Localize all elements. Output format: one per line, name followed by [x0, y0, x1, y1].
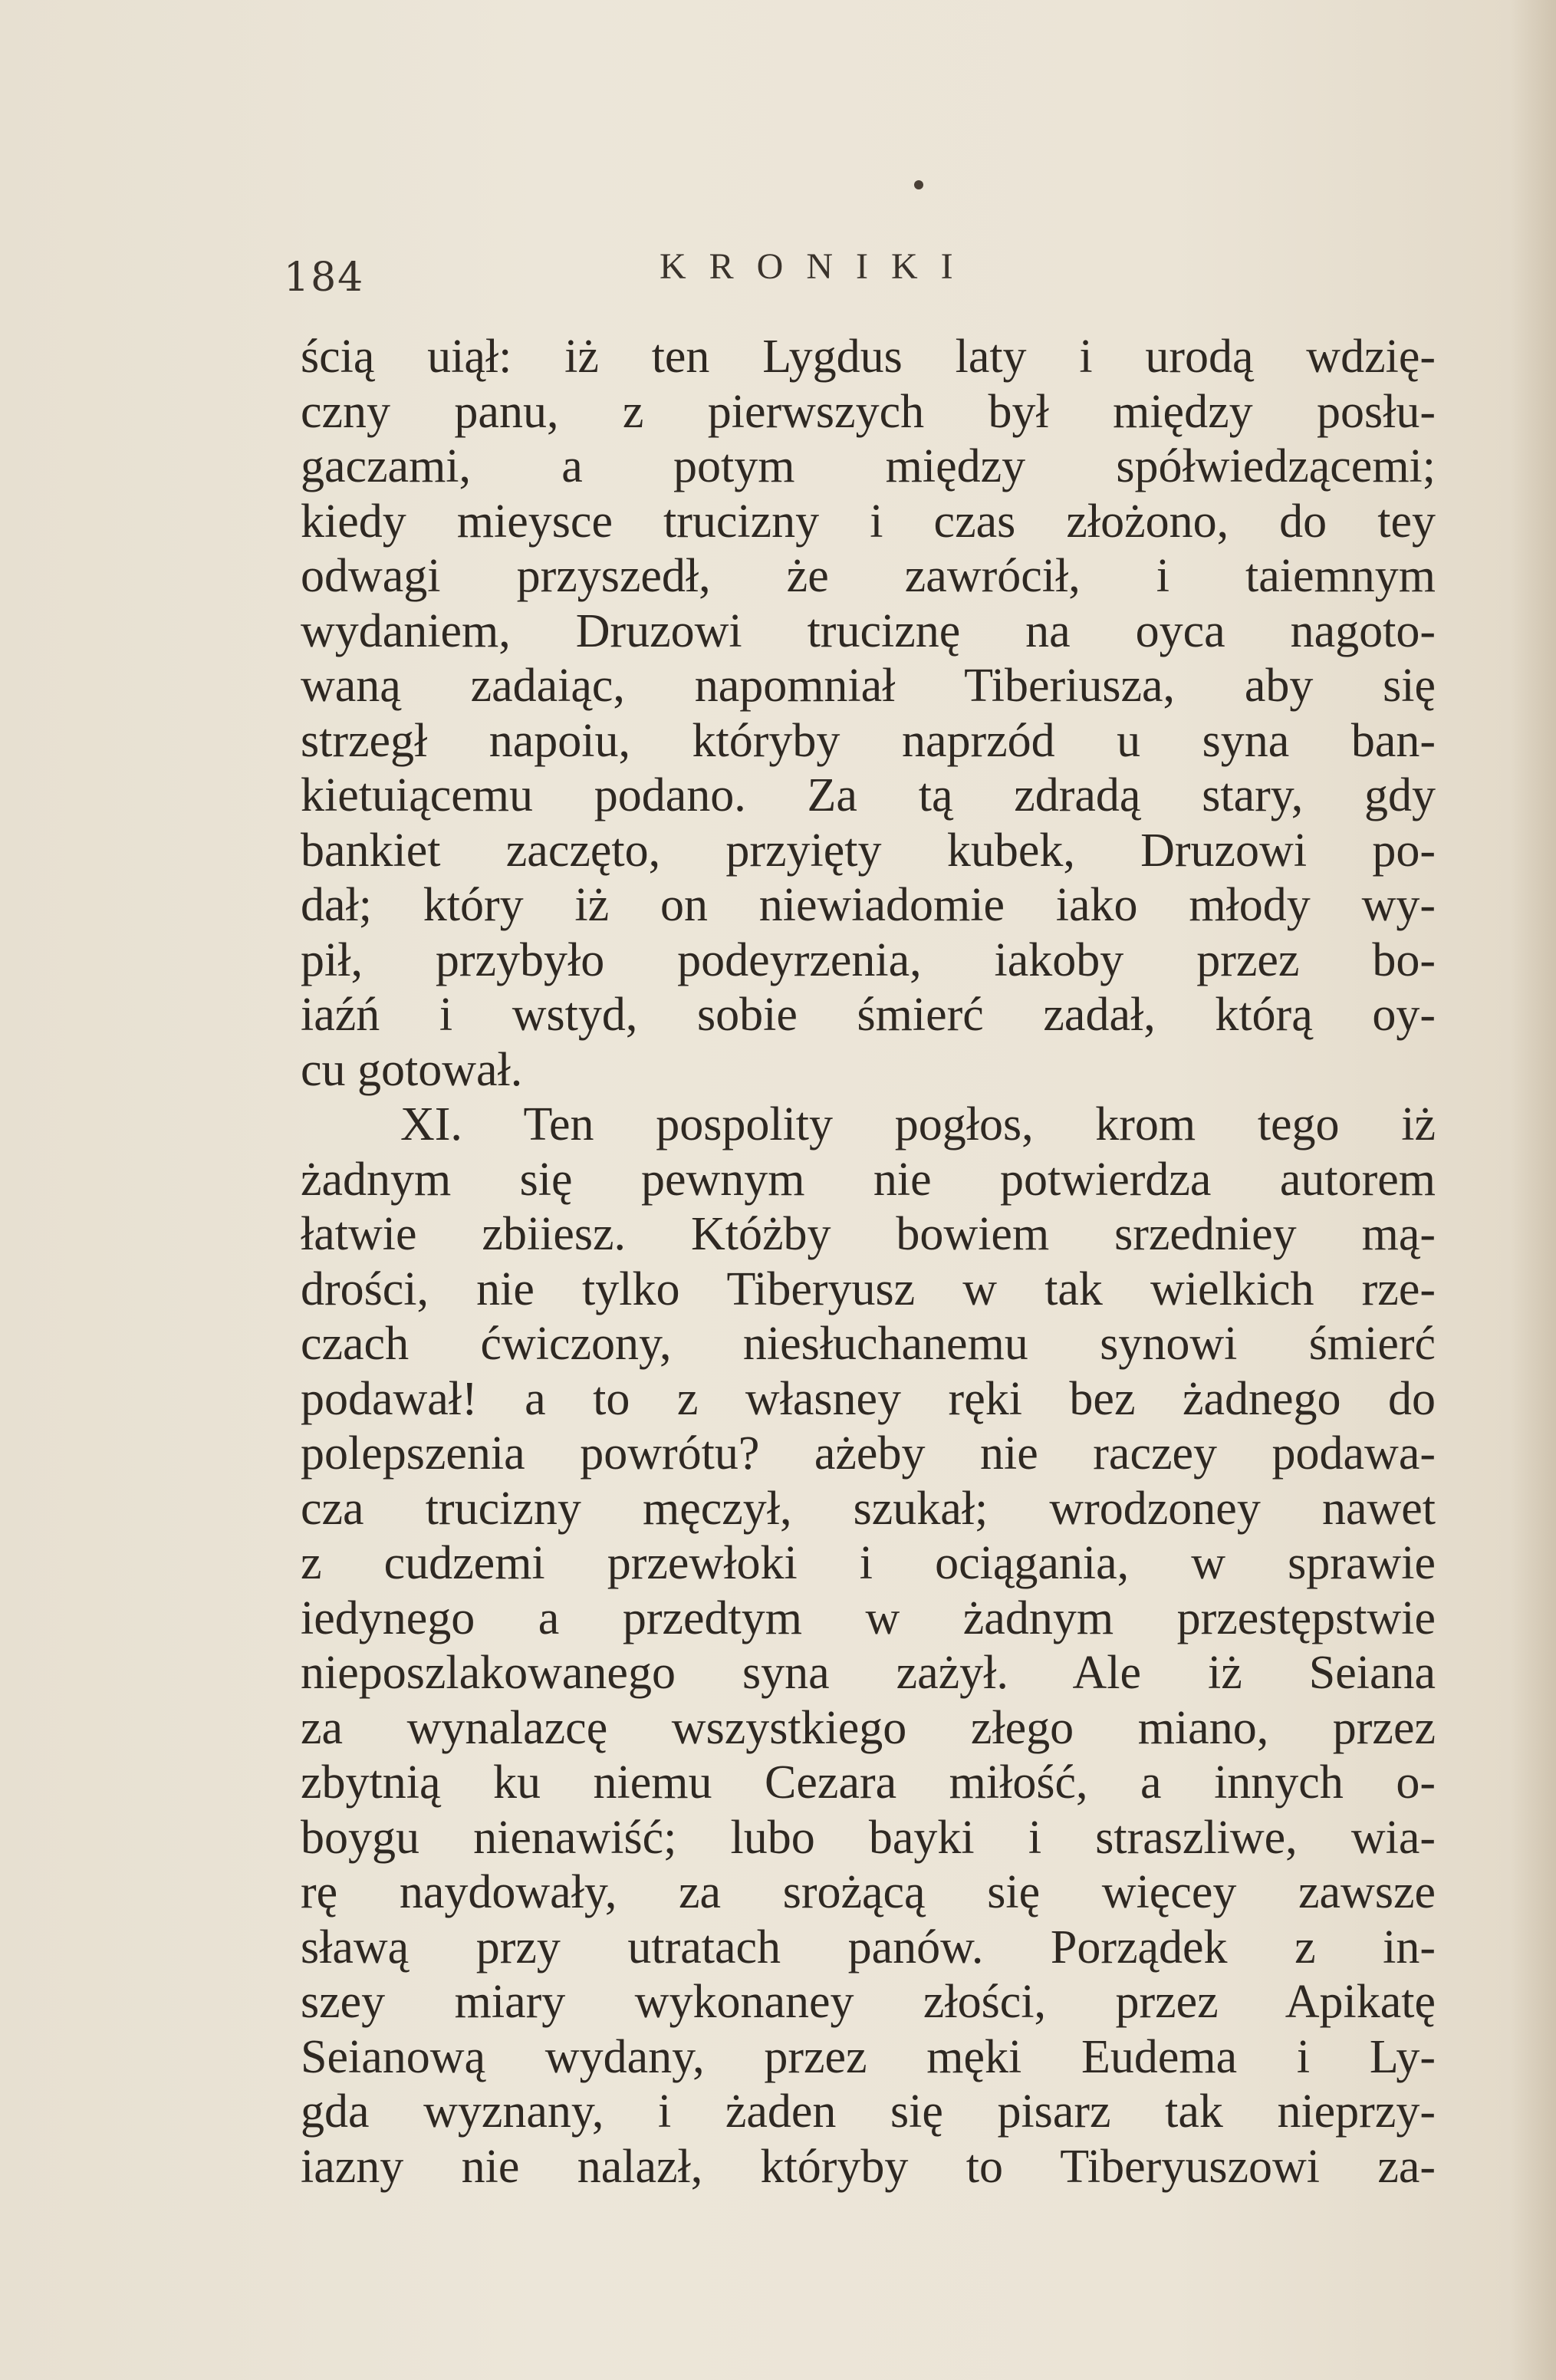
text-line: za wynalazcę wszystkiego złego miano, przez — [301, 1701, 1436, 1754]
text-line: cu gotował. — [301, 1043, 523, 1096]
text-line: drości, nie tylko Tiberyusz w tak wielkich rze- — [301, 1262, 1436, 1315]
text-line: nieposzlakowanego syna zażył. Ale iż Seiana — [301, 1647, 1436, 1699]
text-line: odwagi przyszedł, że zawrócił, i taiemnym — [301, 550, 1436, 602]
text-line: iaźń i wstyd, sobie śmierć zadał, którą oy- — [301, 989, 1436, 1041]
page-edge-shadow — [1510, 0, 1556, 2380]
text-line: wydaniem, Druzowi truciznę na oyca nagoto- — [301, 604, 1436, 657]
text-line: strzegł napoiu, któryby naprzód u syna ban- — [301, 714, 1436, 767]
text-line: łatwie zbiiesz. Któżby bowiem srzedniey mą- — [301, 1208, 1436, 1260]
text-line: żadnym się pewnym nie potwierdza autorem — [301, 1153, 1436, 1206]
text-line: polepszenia powrótu? ażeby nie raczey podawa- — [301, 1427, 1436, 1480]
ink-dot — [914, 180, 923, 189]
text-line: ścią uiął: iż ten Lygdus laty i urodą wdzię- — [301, 331, 1436, 383]
text-line: rę naydowały, za srożącą się więcey zawsze — [301, 1866, 1436, 1918]
text-line: gaczami, a potym między spółwiedzącemi; — [301, 440, 1436, 492]
text-line: gda wyznany, i żaden się pisarz tak nieprzy- — [301, 2085, 1436, 2138]
text-line: pił, przybyło podeyrzenia, iakoby przez bo- — [301, 933, 1436, 986]
text-line: dał; który iż on niewiadomie iako młody wy- — [301, 879, 1436, 931]
running-head: KRONIKI — [660, 246, 976, 287]
text-line: podawał! a to z własney ręki bez żadnego do — [301, 1372, 1436, 1425]
body-text — [301, 330, 1436, 2194]
text-line: czach ćwiczony, niesłuchanemu synowi śmierć — [301, 1318, 1436, 1370]
text-line: cza trucizny męczył, szukał; wrodzoney nawet — [301, 1482, 1436, 1535]
text-line: szey miary wykonaney złości, przez Apikatę — [301, 1976, 1436, 2028]
text-line: kietuiącemu podano. Za tą zdradą stary, gdy — [301, 769, 1436, 821]
text-line: z cudzemi przewłoki i ociągania, w sprawie — [301, 1537, 1436, 1589]
text-line: Seianową wydany, przez męki Eudema i Ly- — [301, 2030, 1436, 2083]
text-line: bankiet zaczęto, przyięty kubek, Druzowi po- — [301, 824, 1436, 877]
text-line: zbytnią ku niemu Cezara miłość, a innych o- — [301, 1756, 1436, 1809]
text-line: czny panu, z pierwszych był między posłu- — [301, 385, 1436, 438]
text-line: sławą przy utratach panów. Porządek z in- — [301, 1921, 1436, 1973]
text-line: kiedy mieysce trucizny i czas złożono, do tey — [301, 495, 1436, 548]
text-line: iedynego a przedtym w żadnym przestępstwie — [301, 1592, 1436, 1644]
text-line: XI. Ten pospolity pogłos, krom tego iż — [400, 1098, 1436, 1150]
text-line: waną zadaiąc, napomniał Tiberiusza, aby się — [301, 660, 1436, 712]
text-line: iazny nie nalazł, któryby to Tiberyuszowi za- — [301, 2140, 1436, 2193]
text-line: boygu nienawiść; lubo bayki i straszliwe, wia- — [301, 1811, 1436, 1864]
page-number: 184 — [284, 255, 365, 301]
